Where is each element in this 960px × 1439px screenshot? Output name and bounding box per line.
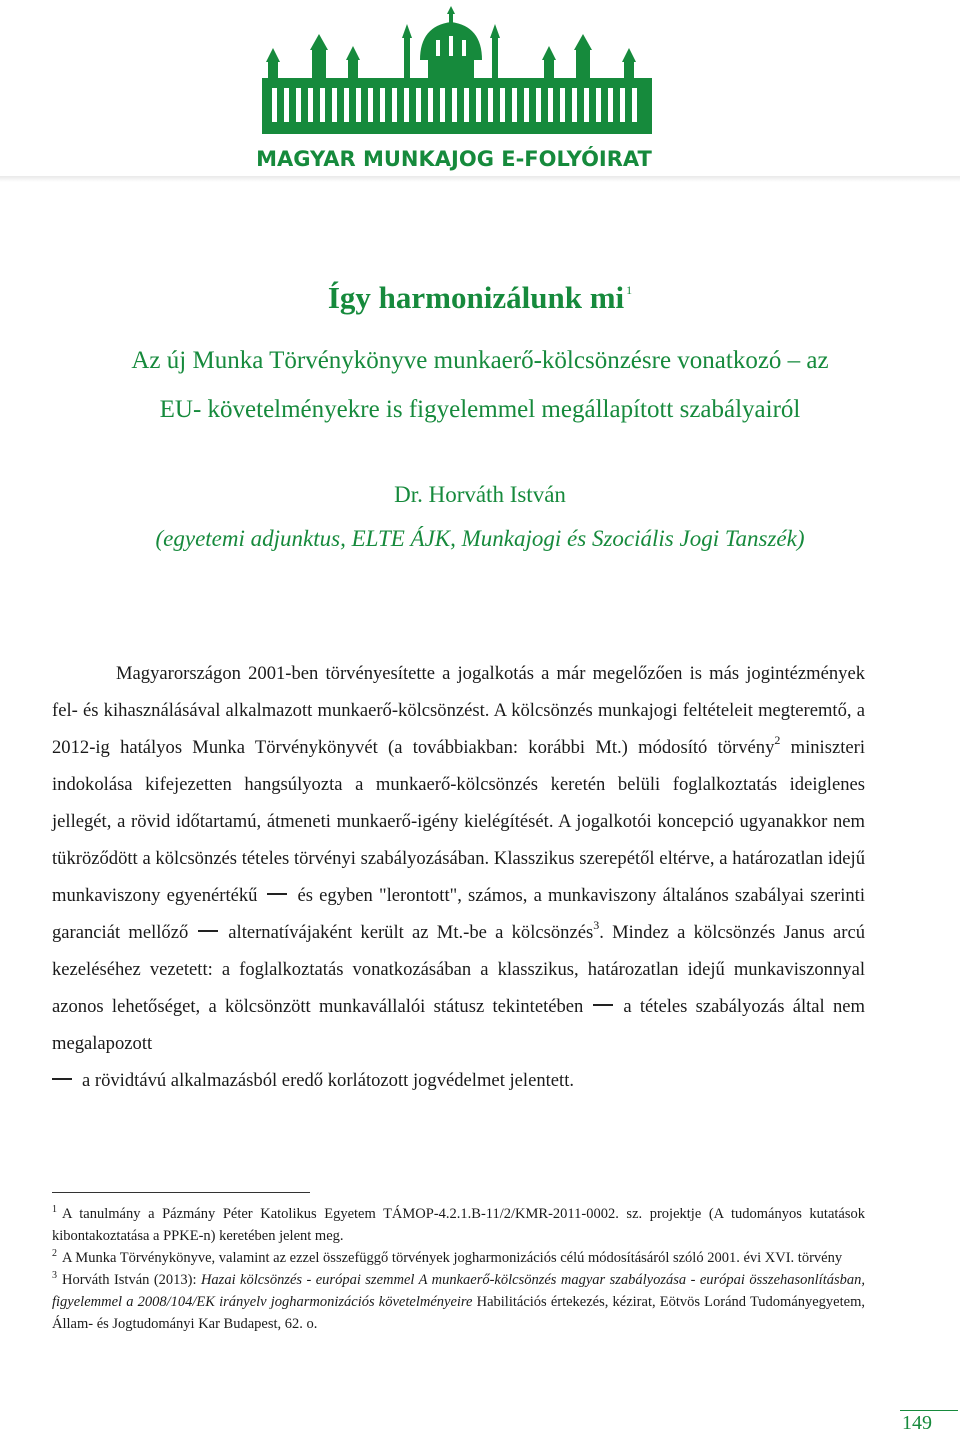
em-dash	[198, 930, 218, 932]
footnote-ref-1: 1	[626, 283, 633, 297]
author-affiliation: (egyetemi adjunktus, ELTE ÁJK, Munkajogi és Szociális Jogi Tanszék)	[155, 526, 805, 551]
author-name: Dr. Horváth István	[394, 482, 566, 507]
page-number-rule	[900, 1410, 958, 1411]
header-divider	[0, 176, 960, 182]
em-dash	[267, 893, 287, 895]
article-title: Így harmonizálunk mi $^1$	[327, 280, 633, 315]
footnote-3: $^3$ Horváth István (2013): Hazai kölcsönzés - európai szemmel A munkaerő-kölcsönzés magyar szabályozása - európai összehasonlításban, figyelemmel a 2008/104/EK irányelv jogharmonizációs követelményeire Habilitációs értekezés, kézirat, Eötvös Loránd Tudományegyetem, Állam- és Jogtudományi Kar Budapest, 62. o.	[52, 1270, 865, 1332]
em-dash	[593, 1004, 613, 1006]
logo-text: MAGYAR MUNKAJOG E-FOLYÓIRAT	[256, 147, 652, 171]
footnote-2: $^2$ A Munka Törvénykönyve, valamint az ezzel összefüggő törvények jogharmonizációs célú módosításáról szóló 2001. évi XVI. törvény	[52, 1248, 843, 1266]
body-paragraph: Magyarországon 2001-ben törvényesítette a jogalkotás a már megelőzően is más jogintézmények fel- és kihasználásával alkalmazott munkaerő-kölcsönzést. A kölcsönzés munkajogi feltételeit megteremtő, a 2012-ig hatályos Munka Törvénykönyvét (a továbbiakban: korábbi Mt.) módosító törvény$^2$ miniszteri indokolása kifejezetten hangsúlyozta a munkaerő-kölcsönzés keretén belüli foglalkoztatás ideiglenes jellegét, a rövid időtartamú, átmeneti munkaerő-igény kielégítését. A jogalkotói koncepció ugyanakkor nem tükröződött a kölcsönzés tételes törvényi szabályozásában. Klasszikus szerepétől eltérve, a határozatlan idejű munkaviszony egyenértékű és egyben "lerontott", számos, a munkaviszony általános szabályai szerinti garanciát mellőző alternatívájaként került az Mt.-be a kölcsönzés$^3$. Mindez a kölcsönzés Janus arcú kezeléséhez vezetett: a foglalkoztatás vonatkozásában a klasszikus, határozatlan idejű munkaviszonnyal azonos lehetőséget, a kölcsönzött munkavállalói státusz tekintetében a tételes szabályozás által nem megalapozott a rövidtávú alkalmazásból eredő korlátozott jogvédelmet jelentett.	[52, 663, 866, 1091]
page-number: 149	[902, 1412, 932, 1434]
footnote-ref-2: 2	[774, 733, 781, 747]
footnotes	[52, 1203, 865, 1335]
journal-logo	[0, 0, 960, 185]
article-subtitle	[0, 336, 960, 434]
footnote-ref-3: 3	[593, 918, 600, 932]
footnote-1: $^1$ A tanulmány a Pázmány Péter Katolikus Egyetem TÁMOP-4.2.1.B-11/2/KMR-2011-0002. sz. projektje (A tudományos kutatások kibontakoztatása a PPKE-n) keretében jelent meg.	[52, 1204, 865, 1244]
em-dash	[52, 1078, 72, 1080]
subtitle-line-2: EU- követelményekre is figyelemmel megállapított szabályairól	[159, 396, 801, 423]
subtitle-line-1: Az új Munka Törvénykönyve munkaerő-kölcsönzésre vonatkozó – az	[131, 347, 829, 374]
footnote-separator	[52, 1192, 310, 1193]
